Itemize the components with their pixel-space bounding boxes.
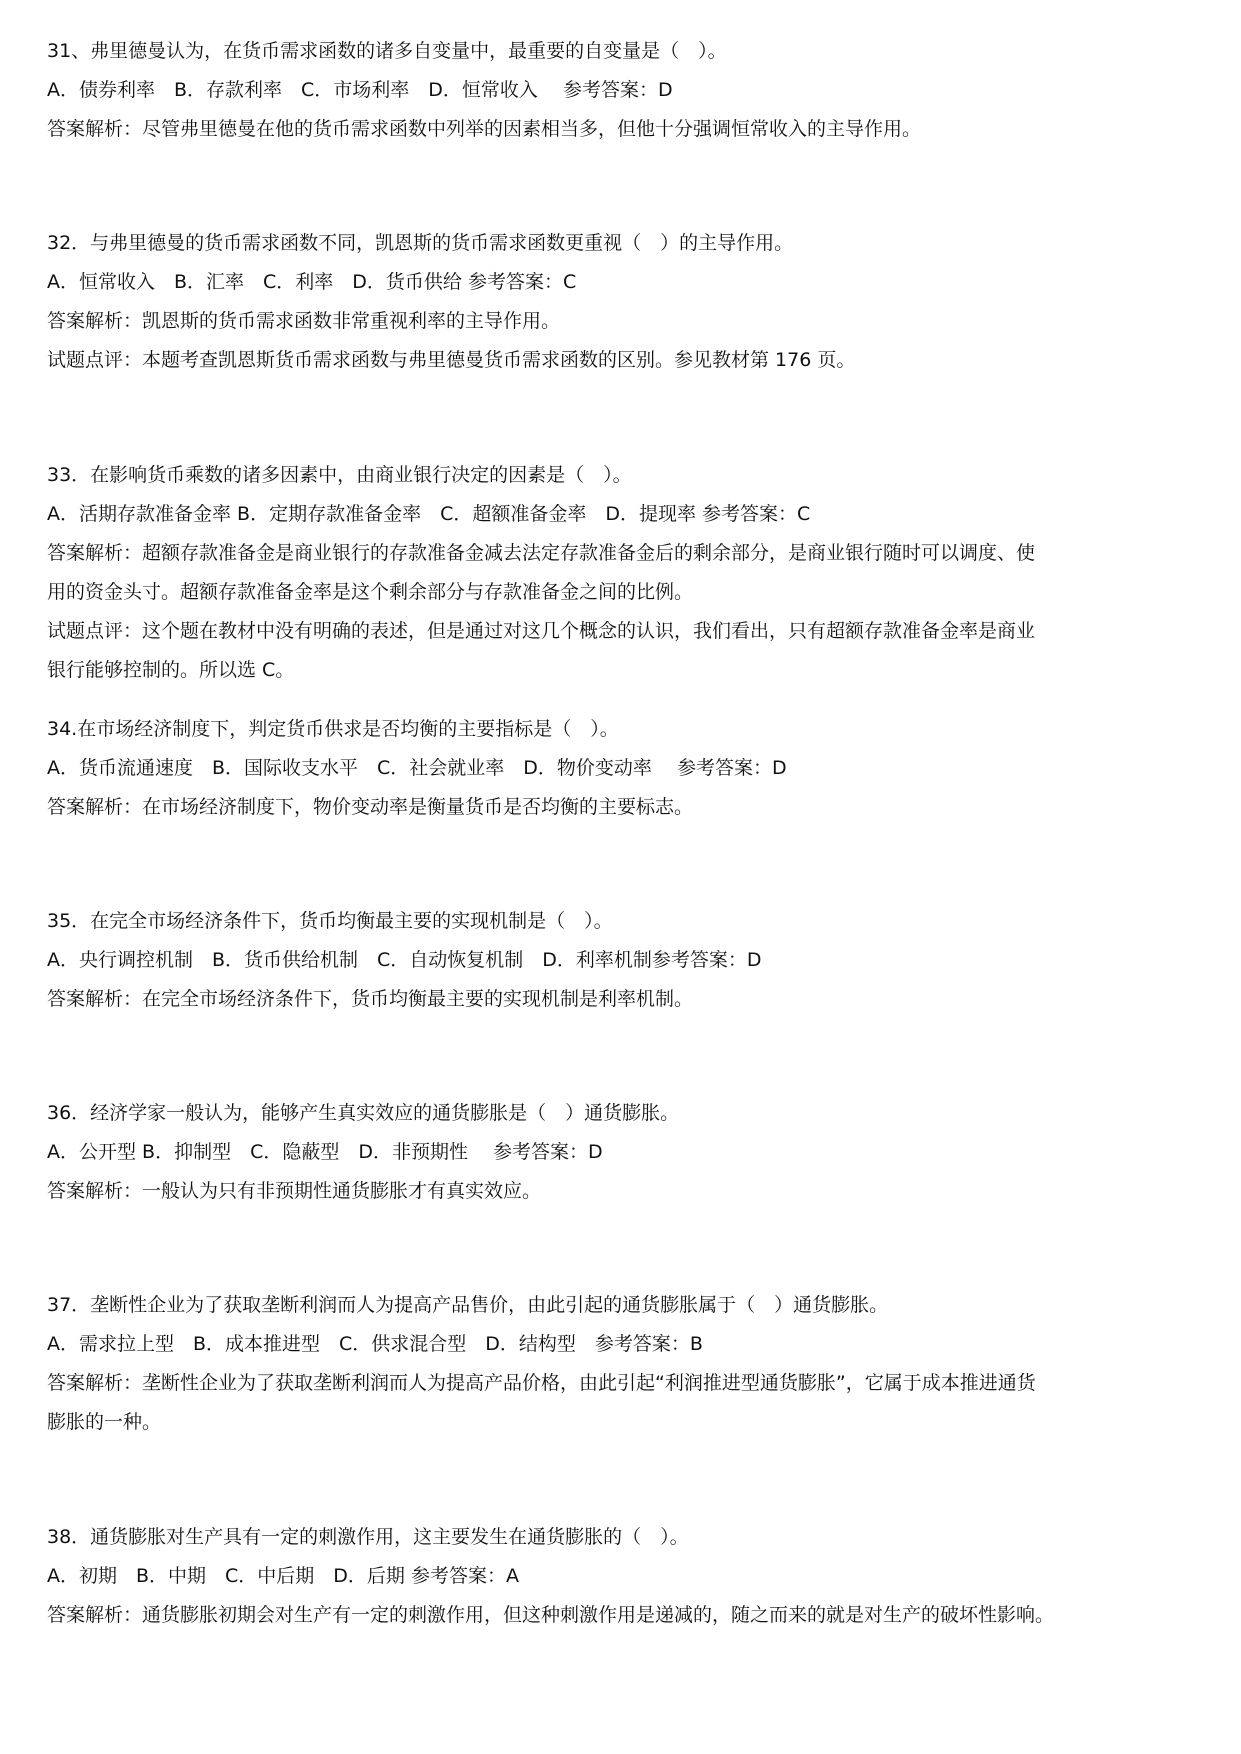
- answer-analysis-continued: 用的资金头寸。超额存款准备金率是这个剩余部分与存款准备金之间的比例。: [47, 581, 694, 603]
- question-options: A．央行调控机制 B．货币供给机制 C．自动恢复机制 D．利率机制参考答案：D: [47, 949, 762, 971]
- question-options: A．初期 B．中期 C．中后期 D．后期 参考答案：A: [47, 1565, 519, 1587]
- question-stem: 38．通货膨胀对生产具有一定的刺激作用，这主要发生在通货膨胀的（ ）。: [47, 1526, 689, 1548]
- question-stem: 31、弗里德曼认为，在货币需求函数的诸多自变量中，最重要的自变量是（ ）。: [47, 40, 727, 62]
- answer-analysis-continued: 膨胀的一种。: [47, 1411, 162, 1433]
- question-32: [47, 224, 1207, 380]
- answer-analysis: 答案解析：尽管弗里德曼在他的货币需求函数中列举的因素相当多，但他十分强调恒常收入的主导作用。: [47, 118, 922, 140]
- question-stem: 37．垄断性企业为了获取垄断利润而人为提高产品售价，由此引起的通货膨胀属于（ ）通货膨胀。: [47, 1294, 889, 1316]
- question-stem: 35．在完全市场经济条件下，货币均衡最主要的实现机制是（ ）。: [47, 910, 613, 932]
- question-38: [47, 1518, 1207, 1635]
- answer-analysis: 答案解析：超额存款准备金是商业银行的存款准备金减去法定存款准备金后的剩余部分，是商业银行随时可以调度、使: [47, 542, 1036, 564]
- answer-analysis: 答案解析：通货膨胀初期会对生产有一定的刺激作用，但这种刺激作用是递减的，随之而来的就是对生产的破坏性影响。: [47, 1604, 1055, 1626]
- answer-analysis: 答案解析：垄断性企业为了获取垄断利润而人为提高产品价格，由此引起“利润推进型通货膨胀”，它属于成本推进通货: [47, 1372, 1036, 1394]
- question-stem: 32．与弗里德曼的货币需求函数不同，凯恩斯的货币需求函数更重视（ ）的主导作用。: [47, 232, 794, 254]
- question-options: A．货币流通速度 B．国际收支水平 C．社会就业率 D．物价变动率 参考答案：D: [47, 757, 787, 779]
- question-comment: 试题点评：这个题在教材中没有明确的表述，但是通过对这几个概念的认识，我们看出，只有超额存款准备金率是商业: [47, 620, 1036, 642]
- question-comment-continued: 银行能够控制的。所以选 C。: [47, 659, 295, 681]
- question-37: [47, 1286, 1207, 1442]
- question-options: A．公开型 B．抑制型 C．隐蔽型 D．非预期性 参考答案：D: [47, 1141, 603, 1163]
- answer-analysis: 答案解析：在市场经济制度下，物价变动率是衡量货币是否均衡的主要标志。: [47, 796, 694, 818]
- question-options: A．债券利率 B．存款利率 C．市场利率 D．恒常收入 参考答案：D: [47, 79, 673, 101]
- answer-analysis: 答案解析：凯恩斯的货币需求函数非常重视利率的主导作用。: [47, 310, 561, 332]
- question-stem: 33．在影响货币乘数的诸多因素中，由商业银行决定的因素是（ ）。: [47, 464, 632, 486]
- question-31: [47, 32, 1207, 149]
- question-stem: 34.在市场经济制度下，判定货币供求是否均衡的主要指标是（ ）。: [47, 718, 619, 740]
- answer-analysis: 答案解析：一般认为只有非预期性通货膨胀才有真实效应。: [47, 1180, 542, 1202]
- question-options: A．活期存款准备金率 B．定期存款准备金率 C．超额准备金率 D．提现率 参考答案：C: [47, 503, 811, 525]
- question-options: A．恒常收入 B．汇率 C．利率 D．货币供给 参考答案：C: [47, 271, 577, 293]
- question-35: [47, 902, 1207, 1019]
- question-36: [47, 1094, 1207, 1211]
- question-options: A．需求拉上型 B．成本推进型 C．供求混合型 D．结构型 参考答案：B: [47, 1333, 703, 1355]
- answer-analysis: 答案解析：在完全市场经济条件下，货币均衡最主要的实现机制是利率机制。: [47, 988, 694, 1010]
- question-33: [47, 456, 1207, 690]
- question-comment: 试题点评：本题考查凯恩斯货币需求函数与弗里德曼货币需求函数的区别。参见教材第 176 页。: [47, 349, 856, 371]
- question-34: [47, 710, 1207, 827]
- question-stem: 36．经济学家一般认为，能够产生真实效应的通货膨胀是（ ）通货膨胀。: [47, 1102, 680, 1124]
